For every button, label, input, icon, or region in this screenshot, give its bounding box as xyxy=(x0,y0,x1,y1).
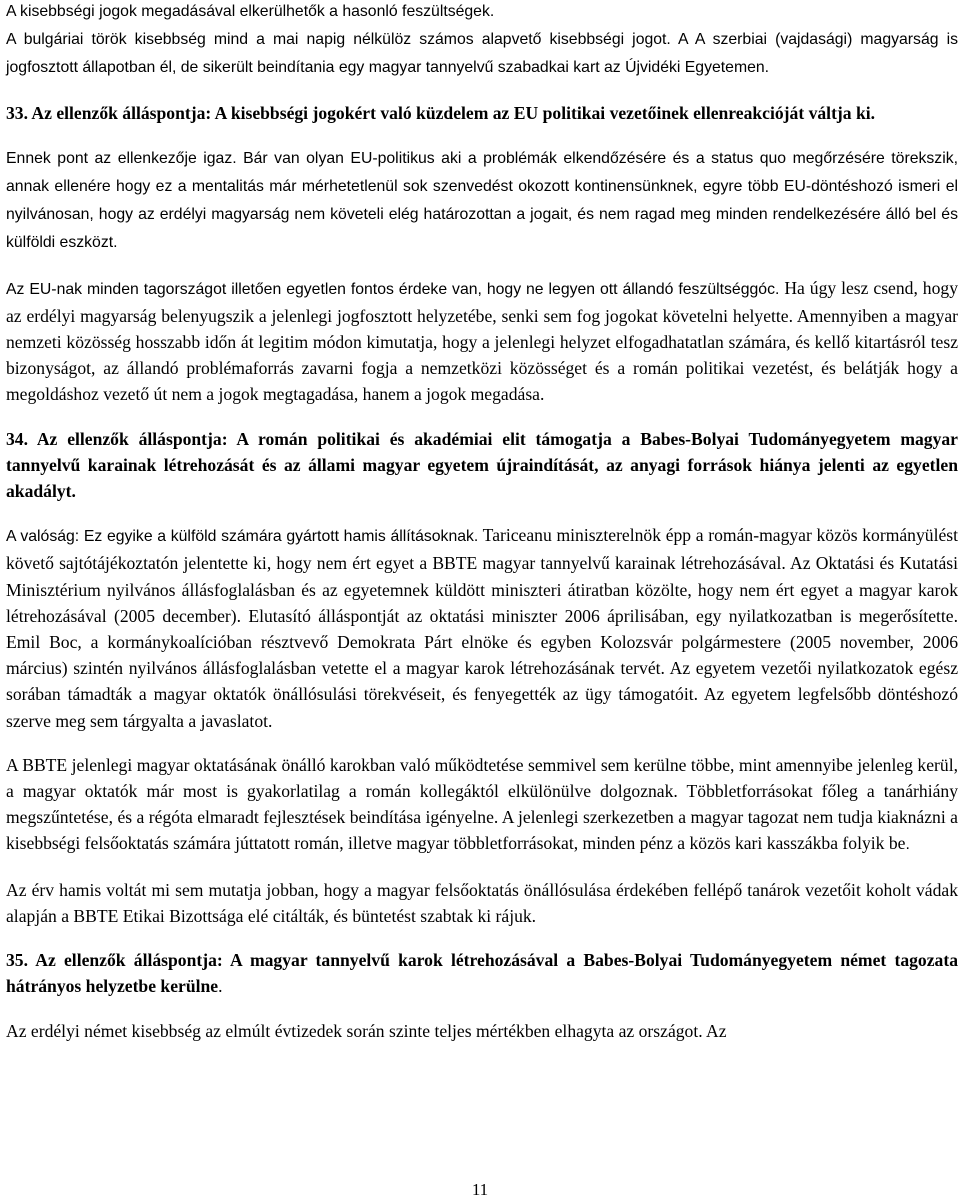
paragraph-lead: A kisebbségi jogok megadásával elkerülhetők a hasonló feszültségek. xyxy=(6,3,495,20)
section-heading-34: 34. Az ellenzők álláspontja: A román politikai és akadémiai elit támogatja a Babes-Bolyai Tudományegyetem magyar tannyelvű karainak létrehozását és az állami magyar egyetem újraindítását, az anyagi források hiánya jelenti az egyetlen akadályt. xyxy=(6,428,958,502)
paragraph-lead: A valóság: Ez egyike a külföld számára gyártott hamis állításoknak. xyxy=(6,528,479,546)
page-number: 11 xyxy=(471,1180,489,1199)
paragraph-text: Az EU-nak minden tagországot illetően egyetlen fontos érdeke van, hogy ne legyen ott állandó feszültséggóc. xyxy=(6,280,780,298)
paragraph-text: Amennyiben a magyar nemzeti közösség hosszabb időn át legitim módon kimutatja, hogy a jelenlegi helyzet elfogadhatatlan számára, és kellő kitartásról tesz bizonyságot, az állandó problémaforrás zavarni fogja a nemzetközi közösséget és a román politikai vezetést, és belátják hogy a megoldáshoz vezető út nem a jogok megtagadása, hanem a jogok megadása. xyxy=(6,305,959,405)
paragraph-35-a: Az erdélyi német kisebbség az elmúlt évtizedek során szinte teljes mértékben elhagyta az országot. Az xyxy=(6,1020,727,1041)
section-heading-33: 33. Az ellenzők álláspontja: A kisebbségi jogokért való küzdelem az EU politikai vezetőinek ellenreakcióját váltja ki. xyxy=(6,102,876,123)
paragraph-kisebbsegi-jogok xyxy=(6,0,958,82)
paragraph-34-a xyxy=(6,522,958,734)
paragraph-text: Ha úgy lesz csend, hogy az erdélyi magyarság belenyugszik a jelenlegi jogfosztott helyzetébe, senki sem fog jogokat követelni helyette. xyxy=(6,277,958,326)
paragraph-lead: Ennek pont az ellenkezője igaz. xyxy=(6,149,237,167)
document-page xyxy=(6,0,958,1044)
paragraph-text: A BBTE jelenlegi magyar oktatásának önálló karokban való működtetése semmivel sem kerülne többe, mint amennyibe jelenleg kerül, a magyar oktatók már most is gyakorlatilag a román kollegáktól elkülönülve dolgoznak. Többletforrásokat főleg a tanárhiány megszűntetése, és a régóta elmaradt fejlesztések beindítása igényelne. A jelenlegi szerkezetben a magyar tagozat nem tudja kiaknázni a kisebbségi felsőoktatás számára júttatott román, illetve magyar többletforrásokat, minden pénz a közös kari kasszákba folyik be xyxy=(6,754,958,854)
paragraph-33-a xyxy=(6,144,958,257)
paragraph-tail: . xyxy=(905,836,910,854)
paragraph-34-c: Az érv hamis voltát mi sem mutatja jobban, hogy a magyar felsőoktatás önállósulása érdekében fellépő tanárok vezetőit koholt vádak alapján a BBTE Etikai Bizottsága elé citálták, és büntetést szabtak ki rájuk. xyxy=(6,879,958,926)
paragraph-text: A bulgáriai török kisebbség mind a mai napig nélkülöz számos alapvető kisebbségi jogot. A A szerbiai (vajdasági) magyarság is jogfosztott állapotban él, de sikerült beindítania egy magyar tannyelvű szabadkai kart az Újvidéki Egyetemen. xyxy=(6,31,958,77)
heading-tail: . xyxy=(218,976,223,997)
heading-text: 35. Az ellenzők álláspontja: A magyar tannyelvű karok létrehozásával a Babes-Bolyai Tudományegyetem német tagozata hátrányos helyzetbe kerülne xyxy=(6,950,958,997)
paragraph-text: Tariceanu miniszterelnök épp a román-magyar közös kormányülést követő sajtótájékoztatón jelentette ki, hogy nem ért egyet a BBTE magyar tannyelvű karainak létrehozásával. Az Oktatási és Kutatási Minisztérium nyilvános állásfoglalásban és az egyetemnek küldött miniszteri átiratban közölte, hogy nem ért egyet a magyar karok létrehozásával (2005 december). Elutasító álláspontját az oktatási miniszter 2006 áprilisában, egy nyilatkozatban is megerősítette. Emil Boc, a kormánykoalícióban résztvevő Demokrata Párt elnöke és egyben Kolozsvár polgármestere (2005 november, 2006 március) szintén nyilvános állásfoglalásban vetette el a magyar karok létrehozásának tervét. Az egyetem vezetői nyilatkozatok egész sorában támadták a magyar oktatók önállósulási törekvéseit, és fenyegették az ügy támogatóit. Az egyetem legfelsőbb döntéshozó szerve meg sem tárgyalta a javaslatot. xyxy=(6,525,959,731)
paragraph-text: Bár van olyan EU-politikus aki a problémák elkendőzésére és a status quo megőrzésére törekszik, annak ellenére hogy ez a mentalitás már mérhetetlenül sok szenvedést okozott kontinensünknek, egyre több EU-döntéshozó ismeri el nyilvánosan, hogy az erdélyi magyarság nem követeli elég határozottan a jogait, és nem ragad meg minden rendelkezésére álló bel és külföldi eszközt. xyxy=(6,149,958,252)
paragraph-34-b xyxy=(6,752,958,859)
section-heading-35 xyxy=(6,947,958,999)
paragraph-33-b xyxy=(6,275,958,408)
